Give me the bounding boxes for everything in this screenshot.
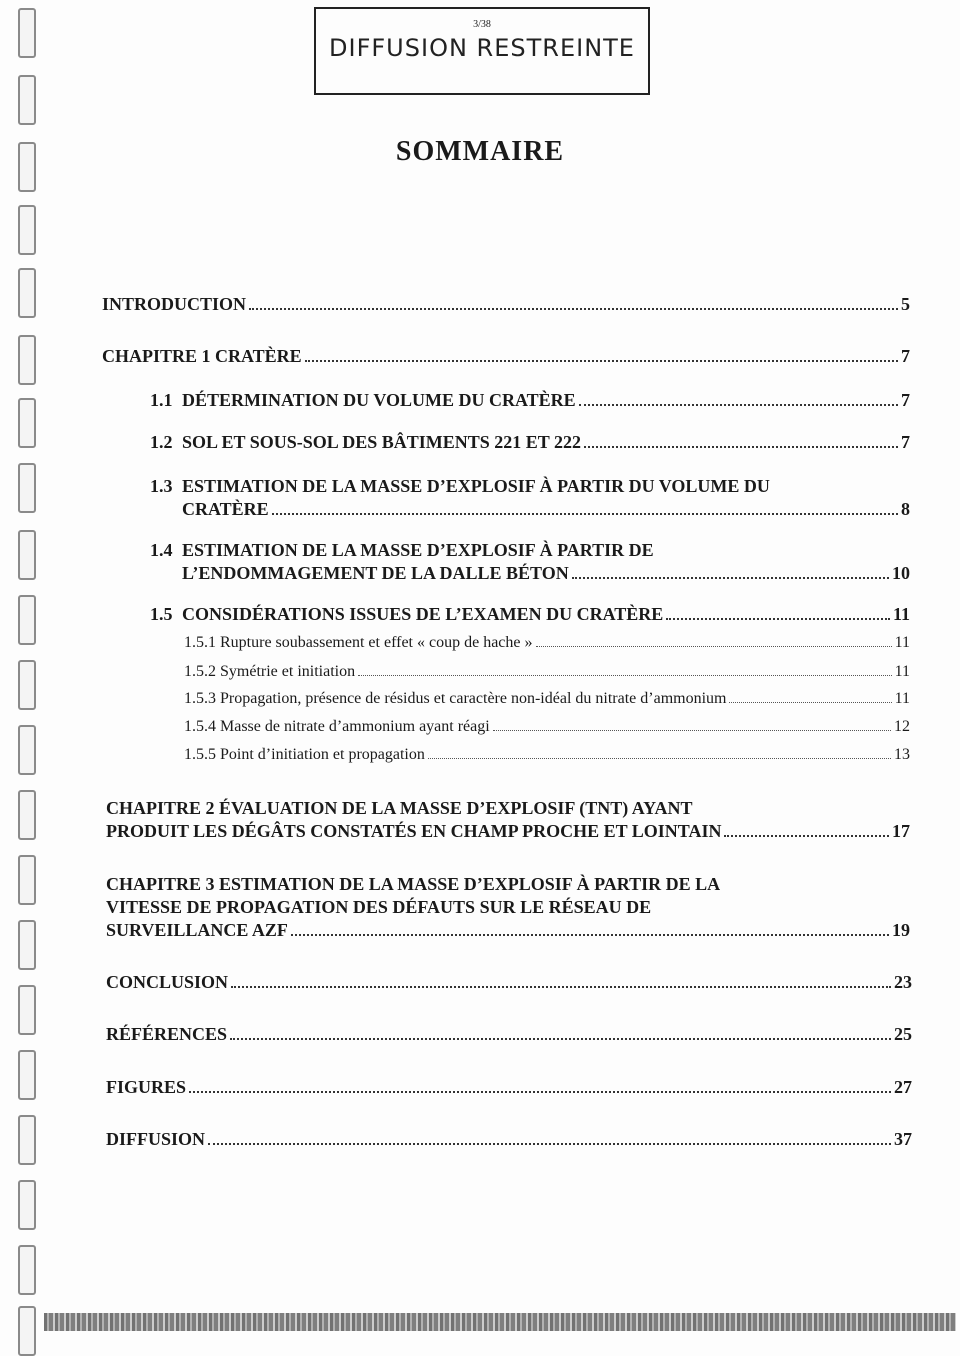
toc-label-line: CHAPITRE 3 ESTIMATION DE LA MASSE D’EXPLOSIF À PARTIR DE LA <box>106 874 721 894</box>
toc-label-line: CRATÈRE <box>182 499 269 519</box>
toc-label: 1.5.5 Point d’initiation et propagation <box>184 746 425 763</box>
toc-label: 1.5.4 Masse de nitrate d’ammonium ayant réagi <box>184 718 490 735</box>
toc-entry-chapter-3[interactable] <box>106 874 910 941</box>
toc-number: 1.4 <box>150 540 173 560</box>
toc-label: CHAPITRE 1 CRATÈRE <box>102 346 302 366</box>
toc-label-line: ESTIMATION DE LA MASSE D’EXPLOSIF À PARTIR DU VOLUME DU <box>182 476 770 496</box>
toc-leader <box>305 360 898 362</box>
page-title: SOMMAIRE <box>395 136 565 167</box>
toc-entry-figures[interactable] <box>106 1077 912 1098</box>
toc-page-number: 19 <box>892 920 910 940</box>
binding-hole <box>18 725 36 775</box>
toc-leader <box>724 835 889 837</box>
toc-leader <box>230 1038 891 1040</box>
toc-leader <box>291 934 889 936</box>
binding-hole <box>18 1115 36 1165</box>
toc-number: 1.3 <box>150 476 173 496</box>
toc-page-number: 13 <box>894 746 910 763</box>
page-indicator: 3/38 <box>473 19 491 30</box>
toc-label-line: L’ENDOMMAGEMENT DE LA DALLE BÉTON <box>182 563 569 583</box>
toc-page-number: 8 <box>901 499 910 519</box>
binding-hole <box>18 920 36 970</box>
toc-entry-1-5-1[interactable] <box>184 634 910 652</box>
binding-hole <box>18 398 36 448</box>
binding-hole <box>18 530 36 580</box>
binding-hole <box>18 595 36 645</box>
binding-hole <box>18 1245 36 1295</box>
toc-leader <box>536 646 892 647</box>
toc-number: 1.2 <box>150 432 173 452</box>
toc-page-number: 10 <box>892 563 910 583</box>
binding-hole <box>18 985 36 1035</box>
toc-leader <box>272 513 898 515</box>
toc-label-line: CHAPITRE 2 ÉVALUATION DE LA MASSE D’EXPLOSIF (TNT) AYANT <box>106 798 693 818</box>
toc-number: 1.5 <box>150 604 173 624</box>
toc-page-number: 25 <box>894 1024 912 1044</box>
toc-label: INTRODUCTION <box>102 294 247 314</box>
toc-entry-chapter-2[interactable] <box>106 798 910 842</box>
toc-page-number: 23 <box>894 972 912 992</box>
toc-entry-1-5-2[interactable] <box>184 663 910 681</box>
binding-hole <box>18 205 36 255</box>
toc-label-line: PRODUIT LES DÉGÂTS CONSTATÉS EN CHAMP PROCHE ET LOINTAIN <box>106 821 722 841</box>
toc-entry-references[interactable] <box>106 1024 912 1045</box>
toc-leader <box>729 702 891 703</box>
toc-entry-1-5-3[interactable] <box>184 690 910 708</box>
toc-page-number: 37 <box>894 1129 912 1149</box>
binding-hole <box>18 855 36 905</box>
toc-label: RÉFÉRENCES <box>106 1024 228 1044</box>
binding-holes <box>18 0 42 1355</box>
toc-page-number: 17 <box>892 821 910 841</box>
binding-hole <box>18 75 36 125</box>
binding-hole <box>18 660 36 710</box>
toc-label: SOL ET SOUS-SOL DES BÂTIMENTS 221 ET 222 <box>182 432 581 452</box>
binding-hole <box>18 8 36 58</box>
toc-label-line: VITESSE DE PROPAGATION DES DÉFAUTS SUR LE RÉSEAU DE <box>106 897 652 917</box>
toc-entry-1-2[interactable] <box>150 432 910 453</box>
toc-label: FIGURES <box>106 1077 187 1097</box>
toc-leader <box>584 446 898 448</box>
toc-entry-1-5-5[interactable] <box>184 746 910 764</box>
toc-leader <box>208 1143 891 1145</box>
toc-leader <box>572 577 889 579</box>
toc-leader <box>358 675 892 676</box>
toc-number: 1.1 <box>150 390 173 410</box>
toc-label: CONCLUSION <box>106 972 229 992</box>
binding-hole <box>18 1050 36 1100</box>
classification-label: DIFFUSION RESTREINTE <box>329 34 635 62</box>
scan-artifact <box>44 1313 956 1331</box>
binding-hole <box>18 1306 36 1356</box>
toc-page-number: 27 <box>894 1077 912 1097</box>
toc-page-number: 11 <box>894 634 910 651</box>
toc-entry-introduction[interactable] <box>102 294 910 315</box>
toc-label: 1.5.2 Symétrie et initiation <box>184 663 356 680</box>
toc-label: DIFFUSION <box>106 1129 206 1149</box>
binding-hole <box>18 463 36 513</box>
toc-label: 1.5.1 Rupture soubassement et effet « coup de hache » <box>184 634 533 651</box>
toc-label-line: ESTIMATION DE LA MASSE D’EXPLOSIF À PARTIR DE <box>182 540 654 560</box>
toc-entry-chapter-1[interactable] <box>102 346 910 367</box>
toc-leader <box>231 986 891 988</box>
binding-hole <box>18 268 36 318</box>
binding-hole <box>18 335 36 385</box>
toc-page-number: 11 <box>892 604 910 624</box>
toc-leader <box>666 618 890 620</box>
toc-entry-conclusion[interactable] <box>106 972 912 993</box>
toc-leader <box>579 404 898 406</box>
toc-entry-1-5[interactable] <box>150 604 910 625</box>
toc-page-number: 11 <box>894 663 910 680</box>
toc-page-number: 7 <box>901 390 910 410</box>
toc-leader <box>249 308 898 310</box>
toc-leader <box>189 1091 891 1093</box>
binding-hole <box>18 1180 36 1230</box>
binding-hole <box>18 790 36 840</box>
toc-label: CONSIDÉRATIONS ISSUES DE L’EXAMEN DU CRATÈRE <box>182 604 664 624</box>
toc-leader <box>428 758 891 759</box>
toc-entry-1-4[interactable] <box>150 540 910 584</box>
toc-page-number: 5 <box>901 294 910 314</box>
toc-page-number: 11 <box>894 690 910 707</box>
classification-stamp <box>314 7 650 95</box>
toc-label-line: SURVEILLANCE AZF <box>106 920 288 940</box>
toc-entry-1-1[interactable] <box>150 390 910 411</box>
toc-leader <box>493 730 891 731</box>
toc-page-number: 7 <box>901 432 910 452</box>
toc-label: 1.5.3 Propagation, présence de résidus et caractère non-idéal du nitrate d’ammonium <box>184 690 727 707</box>
toc-page-number: 12 <box>894 718 910 735</box>
toc-label: DÉTERMINATION DU VOLUME DU CRATÈRE <box>182 390 576 410</box>
toc-entry-diffusion[interactable] <box>106 1129 912 1150</box>
toc-page-number: 7 <box>901 346 910 366</box>
toc-entry-1-5-4[interactable] <box>184 718 910 736</box>
toc-entry-1-3[interactable] <box>150 476 910 520</box>
